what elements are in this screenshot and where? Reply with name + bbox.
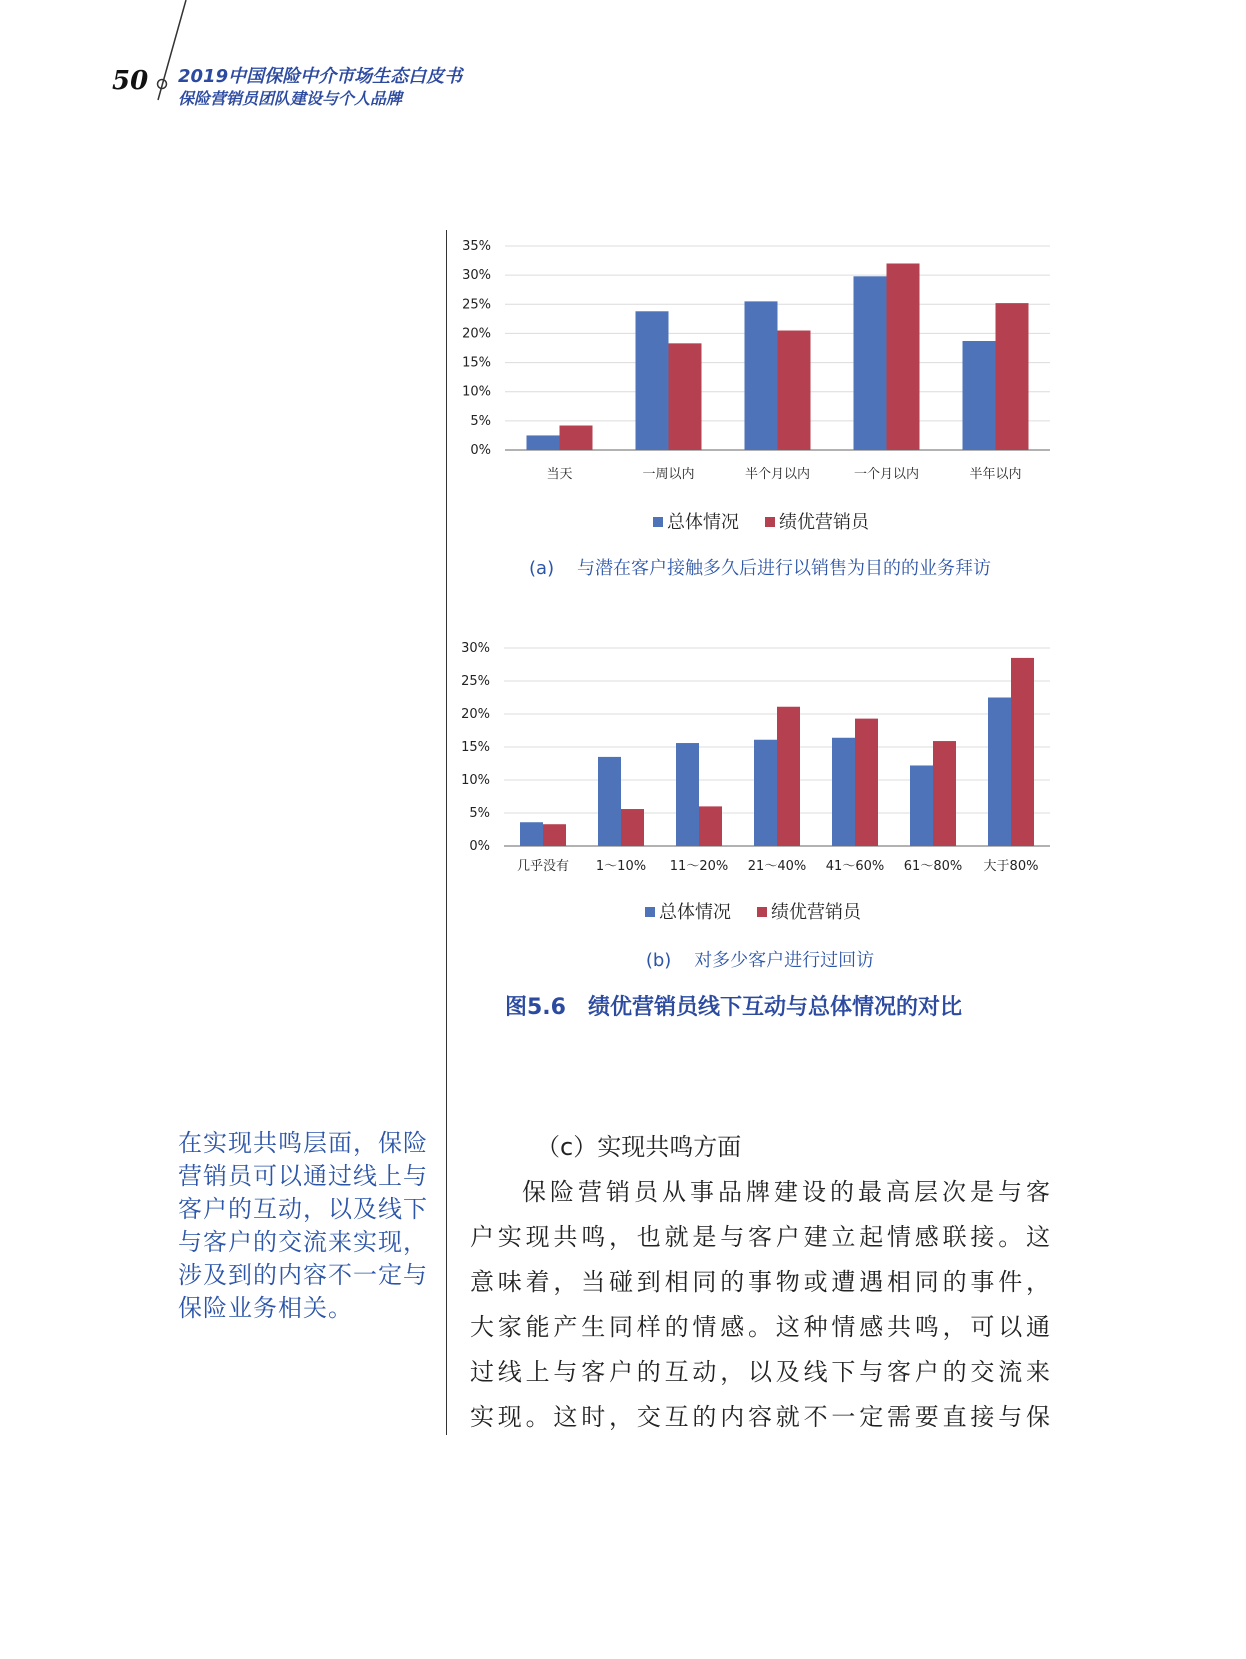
y-tick-label: 20% [462,326,491,342]
bar-top-agent [560,426,593,450]
header-title: 2019中国保险中介市场生态白皮书 [178,66,463,87]
y-tick-label: 10% [461,773,490,788]
body-line: 大家能产生同样的情感。这种情感共鸣，可以通 [470,1313,1050,1341]
bar-top-agent [933,741,956,846]
bar-overall [636,311,669,450]
y-tick-label: 25% [462,297,491,313]
bar-top-agent [669,343,702,450]
x-tick-label: 21～40% [747,859,807,874]
bar-top-agent [887,263,920,450]
x-tick-label: 61～80% [903,859,963,874]
body-line: 保险营销员从事品牌建设的最高层次是与客 [522,1178,1050,1206]
x-tick-label: 1～10% [595,859,647,874]
x-tick-label: 当天 [546,467,573,482]
x-tick-label: 半个月以内 [744,467,811,482]
bar-top-agent [699,806,722,846]
legend-swatch [757,907,767,917]
header-subtitle: 保险营销员团队建设与个人品牌 [178,89,403,108]
y-tick-label: 0% [470,443,491,458]
figure-title: 图5.6 绩优营销员线下互动与总体情况的对比 [505,995,962,1020]
y-tick-label: 15% [461,740,490,755]
y-tick-label: 20% [461,707,490,722]
bar-overall [598,757,621,846]
y-tick-label: 0% [469,839,490,854]
bar-top-agent [777,707,800,846]
legend-swatch [645,907,655,917]
bar-overall [910,765,933,846]
legend-swatch [653,517,663,527]
y-tick-label: 25% [461,674,490,689]
legend-label: 绩优营销员 [779,512,869,533]
y-tick-label: 30% [462,268,491,284]
sidebar-note: 在实现共鸣层面，保险营销员可以通过线上与客户的互动，以及线下与客户的交流来实现，涉及到的内容不一定与保险业务相关。 [178,1129,428,1322]
bar-overall [520,822,543,846]
legend-label: 总体情况 [659,902,731,923]
bar-top-agent [996,303,1029,450]
y-tick-label: 35% [462,239,491,254]
body-paragraph [470,1170,1050,1440]
y-tick-label: 5% [470,413,491,429]
bar-top-agent [543,824,566,846]
y-tick-label: 10% [462,384,491,400]
chart-a-caption-label: (a) [529,558,555,579]
chart-b-caption-text: 对多少客户进行过回访 [694,950,875,971]
legend-swatch [765,517,775,527]
chart-a-caption [460,554,1060,580]
bar-overall [963,341,996,450]
y-tick-label: 15% [462,355,491,371]
bar-overall [832,738,855,846]
body-line: 实现。这时，交互的内容就不一定需要直接与保 [470,1403,1050,1431]
bar-overall [527,435,560,450]
chart-a-caption-text: 与潜在客户接触多久后进行以销售为目的的业务拜访 [576,558,991,579]
bar-overall [754,740,777,846]
x-tick-label: 11～20% [669,859,729,874]
bar-top-agent [778,331,811,450]
bar-chart-a [460,230,1060,540]
body-line: 户实现共鸣，也就是与客户建立起情感联接。这 [470,1223,1050,1251]
page-number: 50 [112,66,149,96]
bar-overall [745,301,778,450]
bar-top-agent [621,809,644,846]
legend-label: 总体情况 [667,512,739,533]
chart-b-caption [460,946,1060,972]
bar-top-agent [1011,658,1034,846]
legend-label: 绩优营销员 [771,902,861,923]
body-line: 意味着，当碰到相同的事物或遭遇相同的事件， [470,1268,1050,1296]
bar-overall [854,276,887,450]
x-tick-label: 一个月以内 [853,467,920,482]
header-decoration [0,0,200,110]
x-tick-label: 大于80% [983,859,1039,874]
section-heading: （c）实现共鸣方面 [536,1133,742,1161]
x-tick-label: 一周以内 [642,467,695,482]
bar-overall [676,743,699,846]
bar-overall [988,698,1011,847]
x-tick-label: 几乎没有 [516,859,570,874]
bar-top-agent [855,719,878,846]
body-line: 过线上与客户的互动，以及线下与客户的交流来 [470,1358,1050,1386]
x-tick-label: 41～60% [825,859,885,874]
y-tick-label: 30% [461,641,490,656]
x-tick-label: 半年以内 [969,467,1022,482]
chart-b-caption-label: (b) [645,950,672,971]
column-divider [446,230,447,1435]
y-tick-label: 5% [469,806,490,821]
bar-chart-b [460,628,1060,938]
